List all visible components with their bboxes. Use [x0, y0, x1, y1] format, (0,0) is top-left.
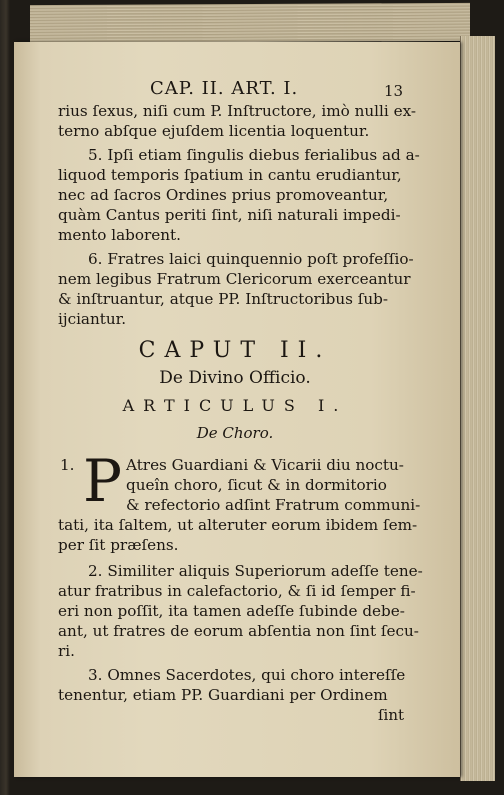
text-line: ant, ut fratres de eorum abſentia non ſint ſecu-: [58, 622, 419, 640]
text-line: liquod temporis ſpatium in cantu erudiantur,: [58, 166, 402, 184]
text-line: eri non poſſit, ita tamen adeſſe ſubinde debe-: [58, 602, 405, 620]
text-line: Atres Guardiani & Vicarii diu noctu-: [126, 456, 404, 474]
text-line: ri.: [58, 642, 75, 660]
catchword: ſint: [378, 706, 405, 724]
text-line: 2. Similiter aliquis Superiorum adeſſe tene-: [88, 562, 423, 580]
text-line: quàm Cantus periti ſint, niſi naturali impedi-: [58, 206, 401, 224]
text-line: ijciantur.: [58, 310, 127, 328]
article-title: De Choro.: [196, 424, 274, 442]
text-line: & inſtruantur, atque PP. Inſtructoribus ſub-: [58, 290, 389, 308]
text-line: rius ſexus, niſi cum P. Inſtructore, imò nulli ex-: [58, 102, 416, 120]
text-line: 3. Omnes Sacerdotes, qui choro intereſſe: [88, 666, 406, 684]
text-line: mento laborent.: [58, 226, 181, 244]
section-number: 1.: [60, 456, 75, 474]
text-line: terno abſque ejuſdem licentia loquentur.: [58, 122, 370, 140]
running-title: CAP. II. ART. I.: [150, 78, 299, 99]
chapter-title: De Divino Officio.: [159, 368, 311, 388]
text-line: atur fratribus in calefactorio, & ſi id ſemper fi-: [58, 582, 416, 600]
text-line: nec ad ſacros Ordines prius promoveantur,: [58, 186, 389, 204]
text-line: & refectorio adſint Fratrum communi-: [126, 496, 421, 514]
text-line: 5. Ipſi etiam ſingulis diebus ferialibus ad a-: [88, 146, 420, 164]
text-line: queîn choro, ſicut & in dormitorio: [126, 476, 387, 494]
text-line: tati, ita ſaltem, ut alteruter eorum ibidem ſem-: [58, 516, 418, 534]
text-line: nem legibus Fratrum Clericorum exerceantur: [58, 270, 411, 288]
page-number: 13: [384, 82, 404, 100]
article-heading: ARTICULUS I.: [122, 396, 348, 415]
text-line: 6. Fratres laici quinquennio poſt profeſſio-: [88, 250, 414, 268]
drop-cap: P: [83, 447, 123, 515]
text-line: tenentur, etiam PP. Guardiani per Ordinem: [58, 686, 388, 704]
text-line: per ſit præſens.: [58, 536, 179, 554]
chapter-heading: CAPUT II.: [138, 338, 332, 363]
